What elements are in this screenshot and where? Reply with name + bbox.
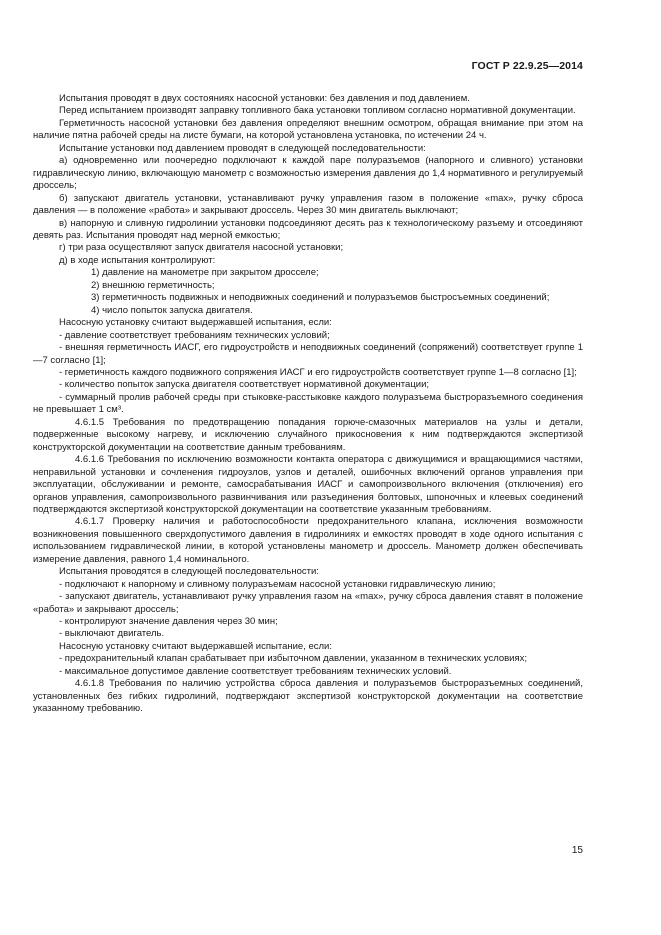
page-number: 15 — [571, 845, 583, 856]
paragraph: г) три раза осуществляют запуск двигателя насосной установки; — [59, 242, 344, 254]
paragraph: 4) число попыток запуска двигателя. — [91, 304, 253, 316]
paragraph: - предохранительный клапан срабатывает при избыточном давлении, указанном в технических условиях; — [59, 653, 528, 665]
paragraph: - давление соответствует требованиям технических условий; — [59, 329, 330, 341]
paragraph: 4.6.1.5 Требования по предотвращению попадания горюче-смазочных материалов на узлы и детали, подверженные высокому нагреву, и исключению случайного прикосновения к ним подтверждаются экспертизой конструкторской документации на соответствие данным требованиям. — [33, 416, 583, 453]
paragraph: 3) герметичность подвижных и неподвижных соединений и полуразъемов быстросъемных соединений; — [91, 292, 550, 304]
paragraph: б) запускают двигатель установки, устанавливают ручку управления газом в положение «max», ручку сброса давления — в положение «работа» и закрывают дроссель. Через 30 мин двигатель выключают; — [33, 192, 583, 217]
paragraph: - подключают к напорному и сливному полуразъемам насосной установки гидравлическую линию; — [59, 578, 496, 590]
paragraph: - внешняя герметичность ИАСГ, его гидроустройств и неподвижных соединений (сопряжений) соответствует группе 1—7 согласно [1]; — [33, 342, 583, 366]
paragraph: Насосную установку считают выдержавшей испытания, если: — [59, 317, 332, 329]
paragraph: - суммарный пролив рабочей среды при стыковке-расстыковке каждого полуразъема быстроразъемного соединения не превышает 1 см³. — [33, 391, 583, 416]
paragraph: Испытание установки под давлением проводят в следующей последовательности: — [59, 142, 426, 154]
paragraph: Перед испытанием производят заправку топливного бака установки топливом согласно нормативной документации. — [59, 105, 576, 117]
paragraph: 4.6.1.8 Требования по наличию устройства сброса давления и полуразъемов быстроразъемных соединений, установленных без гибких гидролиний, подтверждают экспертизой конструкторской документации на соответствие указанному требованию. — [33, 678, 583, 715]
paragraph: Герметичность насосной установки без давления определяют внешним осмотром, обращая внимание при этом на наличие пятна рабочей среды на листе бумаги, на которой установлена установка, по истечении 24 ч. — [33, 117, 583, 142]
document-header: ГОСТ Р 22.9.25—2014 — [471, 60, 583, 72]
paragraph: - контролируют значение давления через 30 мин; — [59, 616, 278, 628]
paragraph: - герметичность каждого подвижного сопряжения ИАСГ и его гидроустройств соответствует группе 1—8 согласно [1]; — [59, 366, 577, 378]
paragraph: - количество попыток запуска двигателя соответствует нормативной документации; — [59, 379, 430, 391]
paragraph: Испытания проводят в двух состояниях насосной установки: без давления и под давлением. — [59, 93, 470, 104]
paragraph: - запускают двигатель, устанавливают ручку управления газом на «max», ручку сброса давления ставят в положение «работа» и закрывают дроссель; — [33, 591, 583, 615]
document-body — [33, 93, 583, 716]
paragraph: д) в ходе испытания контролируют: — [59, 254, 216, 266]
paragraph: 1) давление на манометре при закрытом дросселе; — [91, 267, 319, 279]
paragraph: - максимальное допустимое давление соответствует требованиям технических условий. — [59, 665, 452, 677]
paragraph: а) одновременно или поочередно подключают к каждой паре полуразъемов (напорного и сливного) установки гидравлическую линию, включающую манометр с возможностью измерения давления до 1,4 нормативного и регулируемый дроссель; — [33, 155, 583, 192]
paragraph: - выключают двигатель. — [59, 628, 165, 640]
paragraph: 2) внешнюю герметичность; — [91, 279, 215, 291]
paragraph: Насосную установку считают выдержавшей испытание, если: — [59, 640, 332, 652]
paragraph: 4.6.1.6 Требования по исключению возможности контакта оператора с движущимися и вращающимися частями, неправильной установки и сочленения гидроузлов, узлов и деталей, ошибочных включений органов управления при эксплуатации, обслуживании и ремонте, самосрабатывания ИАСГ и самопроизвольного включения (отключения) его органов управления, самопроизвольного развинчивания или разъединения болтовых, шпоночных и клеевых соединений подтверждаются экспертизой конструкторской документации на соответствие указанным требованиям. — [33, 454, 583, 515]
paragraph: Испытания проводятся в следующей последовательности: — [59, 566, 319, 578]
paragraph: 4.6.1.7 Проверку наличия и работоспособности предохранительного клапана, исключения возможности возникновения повышенного сверхдопустимого давления в гидролиниях и емкостях проводят в ходе одного испытания с использованием гидравлической линии, в которой установлены манометр и дроссель. Манометр должен обеспечивать измерение давления, равного 1,4 номинального. — [33, 516, 583, 565]
paragraph: в) напорную и сливную гидролинии установки подсоединяют десять раз к технологическому разъему и отсоединяют девять раз. Испытания проводят над мерной емкостью; — [33, 217, 583, 241]
